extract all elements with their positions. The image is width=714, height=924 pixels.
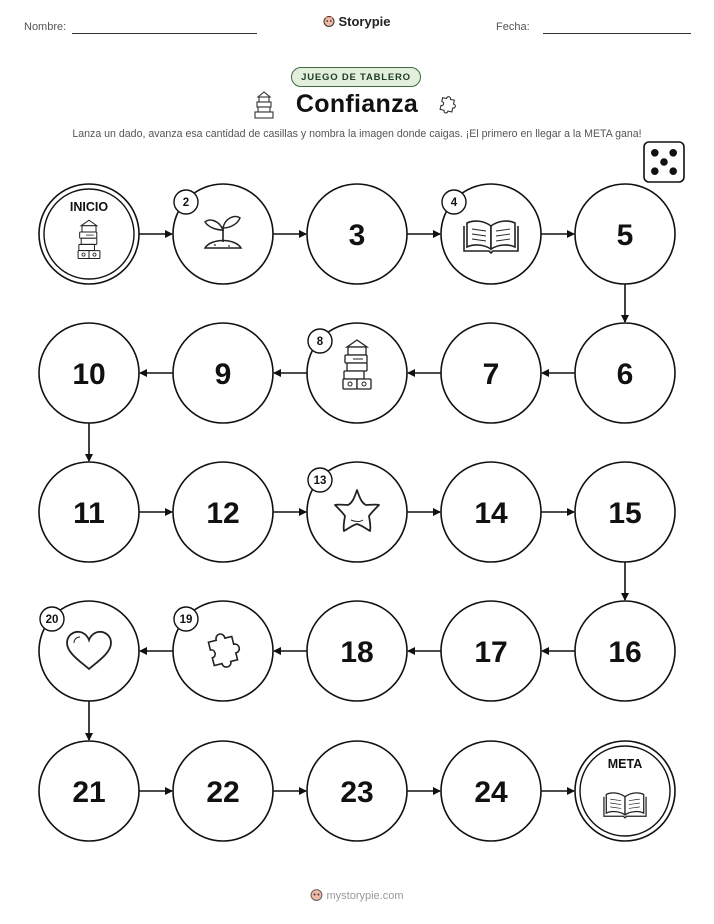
game-type-badge: JUEGO DE TABLERO <box>291 67 421 87</box>
space-number: 3 <box>348 219 366 252</box>
space-number: 7 <box>482 358 500 391</box>
space-number: 14 <box>474 497 508 530</box>
dice-pip <box>669 149 677 157</box>
space-number: 6 <box>616 358 634 391</box>
brand-name: Storypie <box>338 14 391 29</box>
space-number: 16 <box>608 636 642 669</box>
dice-pip <box>651 149 659 157</box>
space-number-badge: 20 <box>45 614 59 626</box>
space-number: 5 <box>616 219 634 252</box>
board-space-23[interactable] <box>307 741 407 841</box>
board-space-9[interactable] <box>173 323 273 423</box>
name-label: Nombre: <box>24 21 67 33</box>
space-number-badge: 2 <box>182 197 190 209</box>
board-space-13[interactable] <box>307 462 407 562</box>
footer-url: mystorypie.com <box>326 890 404 902</box>
space-number: 12 <box>206 497 240 530</box>
board-space-21[interactable] <box>39 741 139 841</box>
board-space-24[interactable] <box>441 741 541 841</box>
space-number-badge: 8 <box>316 336 324 348</box>
board-space-19[interactable] <box>173 601 273 701</box>
board-space-11[interactable] <box>39 462 139 562</box>
dice-icon[interactable] <box>644 142 684 182</box>
dice-pip <box>669 167 677 175</box>
space-number-badge: 19 <box>179 614 193 626</box>
blocks-icon <box>78 220 100 258</box>
board-space-7[interactable] <box>441 323 541 423</box>
board-space-8[interactable] <box>307 323 407 423</box>
space-number: 9 <box>214 358 232 391</box>
board-space-5[interactable] <box>575 184 675 284</box>
board-space-10[interactable] <box>39 323 139 423</box>
dice-pip <box>651 167 659 175</box>
board-space-3[interactable] <box>307 184 407 284</box>
board-space-4[interactable] <box>441 184 541 284</box>
space-number: 21 <box>72 776 106 809</box>
space-number: 24 <box>474 776 508 809</box>
space-number: 22 <box>206 776 240 809</box>
space-number: 18 <box>340 636 374 669</box>
space-number: 10 <box>72 358 106 391</box>
board-space-20[interactable] <box>39 601 139 701</box>
space-number: 11 <box>73 497 105 530</box>
instructions: Lanza un dado, avanza esa cantidad de casillas y nombra la imagen donde caigas. ¡El primero en llegar a la META gana! <box>72 128 642 140</box>
date-label: Fecha: <box>496 21 530 33</box>
start-space[interactable] <box>39 184 139 284</box>
footer-logo-icon <box>310 888 323 904</box>
footer-site[interactable] <box>0 888 714 904</box>
space-number: 15 <box>608 497 642 530</box>
board-space-6[interactable] <box>575 323 675 423</box>
page-title: Confianza <box>295 90 419 118</box>
board-space-12[interactable] <box>173 462 273 562</box>
goal-label: META <box>607 757 643 771</box>
dice-pip <box>660 158 668 166</box>
goal-space[interactable] <box>575 741 675 841</box>
space-number: 23 <box>340 776 374 809</box>
board-space-18[interactable] <box>307 601 407 701</box>
board-space-22[interactable] <box>173 741 273 841</box>
start-label: INICIO <box>69 200 109 214</box>
board-space-17[interactable] <box>441 601 541 701</box>
board-space-16[interactable] <box>575 601 675 701</box>
board-space-2[interactable] <box>173 184 273 284</box>
space-number-badge: 13 <box>313 475 327 487</box>
space-number: 17 <box>474 636 508 669</box>
blocks-icon <box>343 340 371 389</box>
board-space-15[interactable] <box>575 462 675 562</box>
space-number-badge: 4 <box>450 197 458 209</box>
board-space-14[interactable] <box>441 462 541 562</box>
